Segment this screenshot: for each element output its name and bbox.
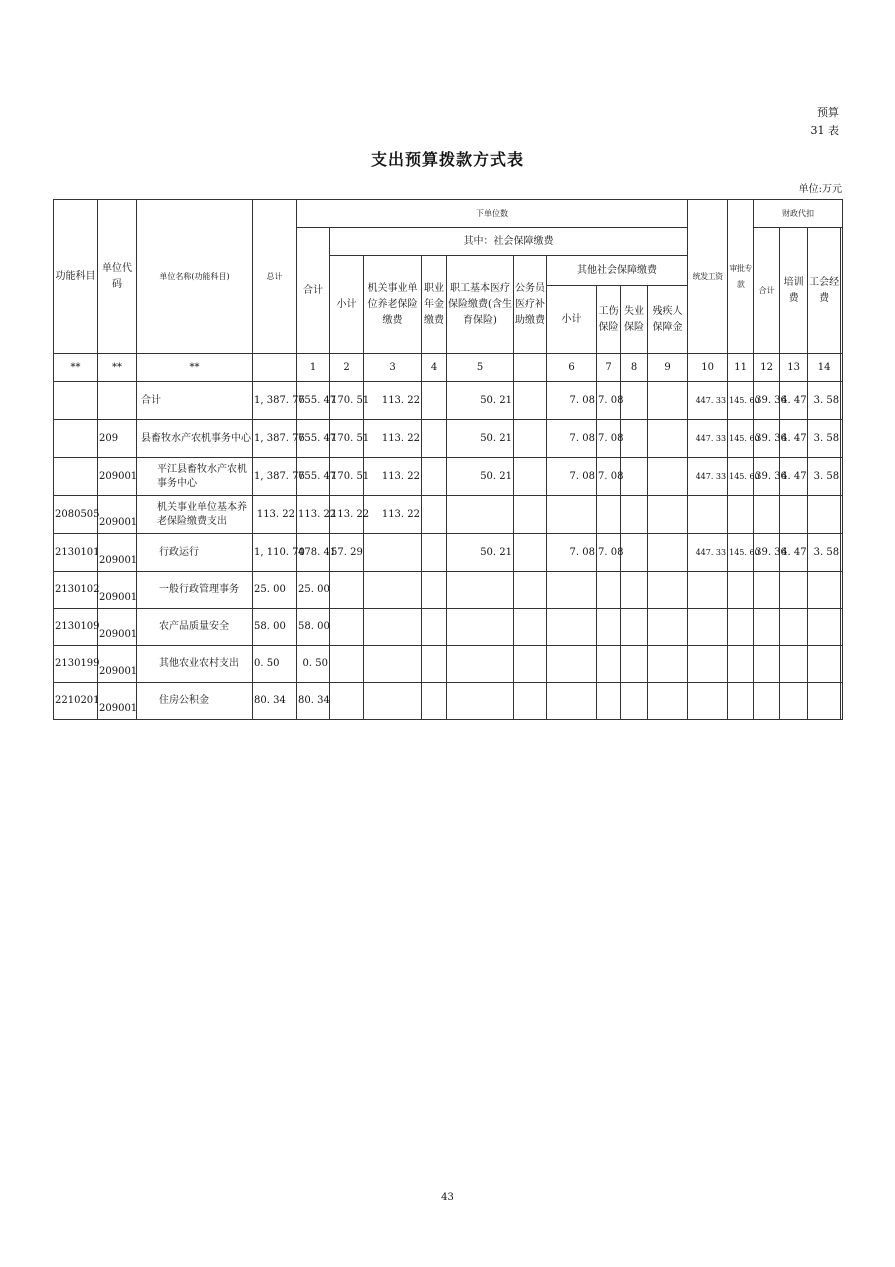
func-code [54,458,98,496]
c3-cell: 113. 22 [364,496,422,534]
header-unemployment: 失业保险 [621,286,648,354]
c7-cell: 7. 08 [597,534,621,572]
c2-cell: 170. 51 [330,420,364,458]
c1-cell: 755. 47 [297,458,330,496]
c15-cell [841,382,843,420]
total-cell: 1, 110. 70 [253,534,297,572]
header-total: 总计 [253,200,297,354]
c3-cell: 113. 22 [364,382,422,420]
table-number-line2: 31 表 [810,124,839,137]
column-number: 11 [728,354,754,382]
column-number: 1 [297,354,330,382]
c2-cell: 113. 22 [330,496,364,534]
c13-cell: 4. 47 [780,534,808,572]
column-number: 2 [330,354,364,382]
c10-cell [688,496,728,534]
header-other-subtotal: 小计 [547,286,597,354]
c12-cell: 39. 36 [754,420,780,458]
budget-table [53,199,843,720]
column-number: 6 [547,354,597,382]
c11-cell: 145. 60 [728,534,754,572]
table-number [811,104,840,140]
c8-cell [621,534,648,572]
unit-code: 209 [98,420,137,458]
header-disability: 残疾人保障金 [648,286,688,354]
header-approved-special: 审批专款 [728,200,754,354]
c8-cell [621,458,648,496]
header-fiscal-total: 合计 [754,228,780,354]
c1-cell: 0. 50 [297,646,330,683]
c1-cell: 755. 47 [297,382,330,420]
c11-cell [728,496,754,534]
c1-cell: 58. 00 [297,609,330,646]
table-row [54,572,843,609]
total-cell: 25. 00 [253,572,297,609]
c14-cell: 3. 58 [808,458,841,496]
c4-cell [422,420,447,458]
column-number: 14 [808,354,841,382]
column-number [841,354,843,382]
unit-code: 209001 [98,534,137,572]
c12-cell: 39. 36 [754,458,780,496]
c3-cell: 113. 22 [364,420,422,458]
column-number: 4 [422,354,447,382]
total-cell: 113. 22 [253,496,297,534]
header-subtotal-group: 合计 [297,228,330,354]
c7-cell: 7. 08 [597,382,621,420]
c9-cell [648,534,688,572]
total-cell: 1, 387. 76 [253,458,297,496]
unit-name: 平江县畜牧水产农机事务中心 [137,458,253,496]
c9-cell [648,496,688,534]
c15-cell [841,420,843,458]
column-number: 9 [648,354,688,382]
header-annuity: 职业年金缴费 [422,256,447,354]
table-row [54,683,843,720]
func-code [54,420,98,458]
c4-cell [422,496,447,534]
c5b-cell [514,496,547,534]
column-number: 7 [597,354,621,382]
unit-name: 机关事业单位基本养老保险缴费支出 [137,496,253,534]
header-unit-name: 单位名称(功能科目) [137,200,253,354]
column-number: 12 [754,354,780,382]
c14-cell: 3. 58 [808,534,841,572]
c8-cell [621,382,648,420]
unit-name: 合计 [137,382,253,420]
unit-name: 县畜牧水产农机事务中心 [137,420,253,458]
mark-cell: ** [54,354,98,382]
func-code: 2130199 [54,646,98,683]
c14-cell: 3. 58 [808,420,841,458]
header-union: 工会经费 [808,228,841,354]
unit-label: 单位:万元 [798,184,842,195]
column-number-blank [253,354,297,382]
table-row [54,382,843,420]
c11-cell: 145. 60 [728,420,754,458]
c11-cell: 145. 60 [728,382,754,420]
mark-cell: ** [137,354,253,382]
c6-cell [547,496,597,534]
unit-name: 一般行政管理事务 [137,572,253,609]
c5-cell: 50. 21 [447,534,514,572]
c9-cell [648,382,688,420]
total-cell: 1, 387. 76 [253,382,297,420]
header-welfare [841,228,843,354]
c7-cell: 7. 08 [597,458,621,496]
unit-name: 农产品质量安全 [137,609,253,646]
unit-name: 住房公积金 [137,683,253,720]
func-code: 2130102 [54,572,98,609]
header-injury: 工伤保险 [597,286,621,354]
c8-cell [621,420,648,458]
unit-code: 209001 [98,646,137,683]
c15-cell [841,458,843,496]
mark-cell: ** [98,354,137,382]
func-code: 2080505 [54,496,98,534]
c7-cell [597,496,621,534]
c9-cell [648,420,688,458]
c1-cell: 25. 00 [297,572,330,609]
c5b-cell [514,382,547,420]
c2-cell: 57. 29 [330,534,364,572]
c5-cell: 50. 21 [447,382,514,420]
column-number: 3 [364,354,422,382]
header-social-security: 其中：社会保障缴费 [330,228,688,256]
func-code: 2130101 [54,534,98,572]
column-number: 13 [780,354,808,382]
c6-cell: 7. 08 [547,420,597,458]
page-number: 43 [441,1192,454,1203]
c11-cell: 145. 60 [728,458,754,496]
header-other-social: 其他社会保障缴费 [547,256,688,286]
c13-cell: 4. 47 [780,458,808,496]
c10-cell: 447. 33 [688,420,728,458]
c14-cell: 3. 58 [808,382,841,420]
c5-cell [447,496,514,534]
c12-cell: 39. 36 [754,382,780,420]
c9-cell [648,458,688,496]
c13-cell: 4. 47 [780,420,808,458]
page-title: 支出预算拨款方式表 [370,150,524,169]
c5-cell: 50. 21 [447,420,514,458]
c12-cell: 39. 36 [754,534,780,572]
unit-code [98,382,137,420]
c6-cell: 7. 08 [547,458,597,496]
table-row [54,609,843,646]
total-cell: 58. 00 [253,609,297,646]
unit-name: 行政运行 [137,534,253,572]
unit-code: 209001 [98,572,137,609]
c4-cell [422,534,447,572]
c15-cell [841,496,843,534]
c1-cell: 755. 47 [297,420,330,458]
c10-cell: 447. 33 [688,458,728,496]
header-civil-medical: 公务员医疗补助缴费 [514,256,547,354]
header-training: 培训费 [780,228,808,354]
c12-cell [754,496,780,534]
c1-cell: 80. 34 [297,683,330,720]
header-medical: 职工基本医疗保险缴费(含生育保险) [447,256,514,354]
c5b-cell [514,458,547,496]
func-code: 2130109 [54,609,98,646]
c4-cell [422,458,447,496]
header-fiscal-withhold: 财政代扣 [754,200,843,228]
c4-cell [422,382,447,420]
table-row [54,458,843,496]
c5b-cell [514,420,547,458]
c5b-cell [514,534,547,572]
c15-cell [841,534,843,572]
c14-cell [808,496,841,534]
header-unified-salary: 统发工资 [688,200,728,354]
table-number-line1: 预算 [817,106,839,119]
func-code [54,382,98,420]
header-lower-unit: 下单位数 [297,200,688,228]
unit-code: 209001 [98,458,137,496]
c10-cell: 447. 33 [688,382,728,420]
unit-code: 209001 [98,609,137,646]
c13-cell: 4. 47 [780,382,808,420]
c1-cell: 478. 41 [297,534,330,572]
unit-code: 209001 [98,683,137,720]
c2-cell: 170. 51 [330,458,364,496]
c5-cell: 50. 21 [447,458,514,496]
c3-cell [364,534,422,572]
c1-cell: 113. 22 [297,496,330,534]
table-row [54,496,843,534]
c6-cell: 7. 08 [547,534,597,572]
func-code: 2210201 [54,683,98,720]
column-number: 8 [621,354,648,382]
unit-name: 其他农业农村支出 [137,646,253,683]
c6-cell: 7. 08 [547,382,597,420]
c8-cell [621,496,648,534]
column-number-blank [514,354,547,382]
table-row [54,646,843,683]
header-func-code: 功能科目 [54,200,98,354]
column-number: 10 [688,354,728,382]
c2-cell: 170. 51 [330,382,364,420]
header-pension: 机关事业单位养老保险缴费 [364,256,422,354]
table-row [54,534,843,572]
c10-cell: 447. 33 [688,534,728,572]
total-cell: 0. 50 [253,646,297,683]
total-cell: 1, 387. 76 [253,420,297,458]
header-unit-code: 单位代码 [98,200,137,354]
header-subtotal: 小计 [330,256,364,354]
total-cell: 80. 34 [253,683,297,720]
c3-cell: 113. 22 [364,458,422,496]
table-row [54,420,843,458]
unit-code: 209001 [98,496,137,534]
c7-cell: 7. 08 [597,420,621,458]
c13-cell [780,496,808,534]
column-number: 5 [447,354,514,382]
